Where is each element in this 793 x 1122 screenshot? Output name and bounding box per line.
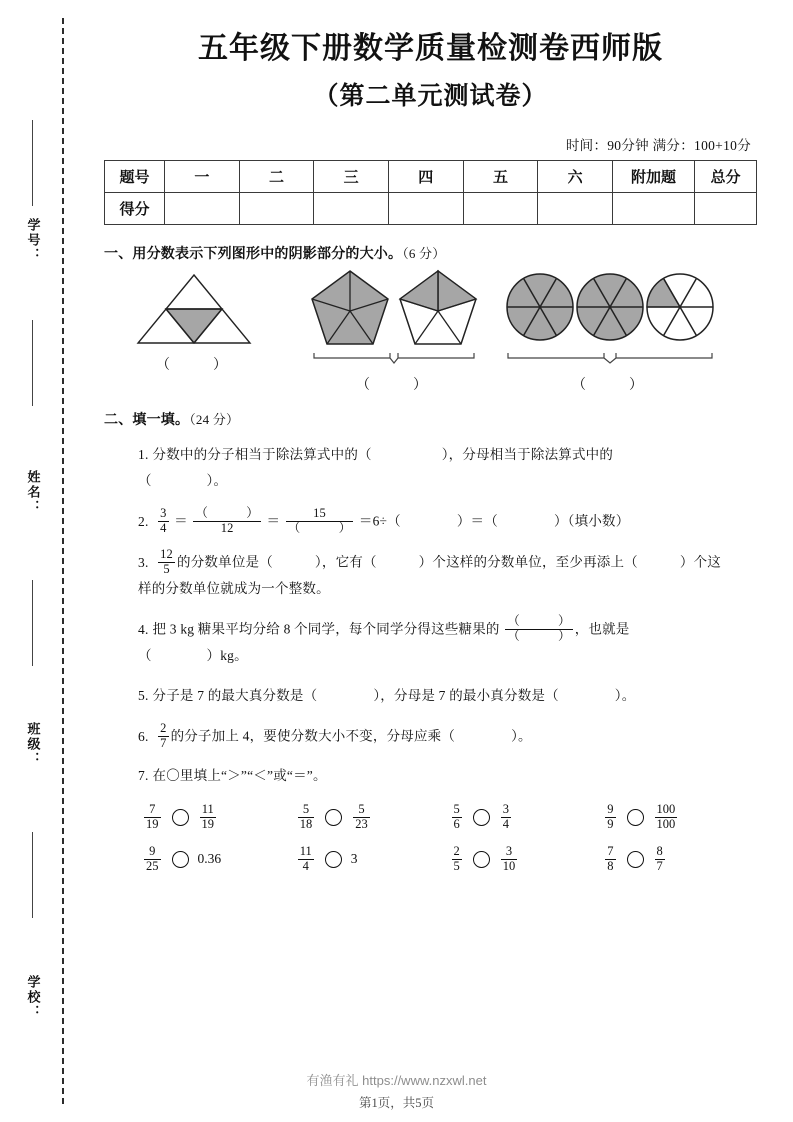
question-3-text-4: ）个这 [679,554,721,570]
question-3-text-2: ），它有（ [314,554,377,570]
question-1-text-a: 分数中的分子相当于除法算式中的（ [152,446,372,462]
fraction-right [501,845,518,873]
denominator: 18 [299,816,313,831]
question-7-text-1: 在〇里填上“＞”“＜”或“＝”。 [152,768,327,784]
integer-right: 3 [350,851,358,867]
question-4-number: 4. [138,621,149,637]
denominator: 10 [502,858,516,873]
section-1-title: 一、用分数表示下列图形中的阴影部分的大小。 [104,246,403,262]
question-7-number: 7. [138,768,149,784]
fraction-left [298,803,315,831]
denominator: 100 [656,816,676,831]
comparison-item-7 [450,845,604,873]
question-5 [138,683,757,709]
question-1-text-b: ），分母相当于除法算式中的 [441,446,614,462]
comparison-circle-blank[interactable] [627,809,644,826]
comparison-item-1 [142,803,296,831]
triangle-figure-svg [134,271,254,347]
score-table-col-2: 二 [239,160,314,192]
question-4 [138,615,757,669]
sidebar-rule [32,320,33,406]
denominator: 7 [160,735,167,750]
question-2-eq-1: ＝ [174,513,188,529]
pentagon-figure-answer-blank[interactable]: （ ） [356,377,432,393]
denominator: 9 [607,816,614,831]
fraction-blank-over-12[interactable] [193,507,261,535]
fraction-15-over-blank[interactable] [286,507,354,535]
denominator: 7 [656,858,663,873]
question-3-text-1: 的分数单位是（ [177,554,273,570]
sidebar-field-label: 班级： [25,722,41,767]
score-cell[interactable] [613,192,695,224]
circle-figure-svg [504,267,716,367]
numerator: 9 [149,844,156,859]
fraction-right [655,803,678,831]
comparison-circle-blank[interactable] [325,851,342,868]
section-1-figures [104,271,757,393]
page-title: 五年级下册数学质量检测卷西师版 [198,32,663,65]
question-6-text-2: ）。 [511,728,532,744]
numerator: 9 [607,802,614,817]
numerator: 2 [160,721,167,736]
comparison-circle-blank[interactable] [627,851,644,868]
score-table [104,160,757,225]
triangle-figure [134,271,254,374]
denominator: 12 [193,521,261,536]
comparison-circle-blank[interactable] [473,851,490,868]
section-2-title: 二、填一填。 [104,412,190,428]
question-4-line2[interactable]: （ ）kg。 [138,648,248,664]
fraction-left [298,845,314,873]
pentagon-figure [308,267,480,394]
fraction-right [353,803,370,831]
fraction-12-over-5 [158,548,175,576]
section-1-heading [104,243,757,263]
question-2 [138,507,757,535]
denominator: 5 [453,858,460,873]
question-2-eq-3: ＝6÷（ [358,513,401,529]
question-2-eq-2: ＝ [266,513,281,529]
comparison-circle-blank[interactable] [172,809,189,826]
numerator: 3 [160,506,167,521]
page-number: 第1页，共5页 [358,1096,434,1110]
numerator: 100 [656,802,676,817]
decimal-right: 0.36 [197,851,222,867]
sidebar-field-name [18,470,48,520]
score-cell[interactable] [695,192,757,224]
comparison-circle-blank[interactable] [325,809,342,826]
sidebar-rule [32,120,33,206]
fraction-left [144,803,161,831]
numerator: 5 [358,802,365,817]
sidebar-field-label: 学号： [25,218,41,263]
numerator: 5 [302,802,310,817]
question-6 [138,722,757,750]
question-3 [138,548,757,602]
sidebar-field-class [18,722,48,772]
denominator: 4 [298,859,314,874]
circle-figure-answer-blank[interactable]: （ ） [572,377,648,393]
numerator: 12 [160,547,174,562]
fraction-left [144,845,161,873]
numerator: 11 [201,802,214,817]
fraction-left [605,845,615,873]
question-3-number: 3. [138,554,149,570]
question-2-tail-1: ）＝（ [456,513,498,529]
fraction-right [200,803,217,831]
circle-figure [504,267,716,394]
score-table-rowlabel: 题号 [105,160,165,192]
score-table-col-5: 五 [463,160,538,192]
question-6-number: 6. [138,728,149,744]
numerator: 3 [502,802,509,817]
question-6-text-1: 的分子加上 4，要使分数大小不变，分母应乘（ [170,728,456,744]
denominator: 4 [160,520,167,535]
exam-meta: 时间：90分钟 满分：100+10分 [565,137,751,153]
score-table-col-extra: 附加题 [613,160,695,192]
comparison-item-6 [296,845,450,873]
denominator: 19 [146,816,159,831]
question-1 [138,442,757,495]
question-2-number: 2. [138,513,149,529]
score-cell[interactable] [165,192,240,224]
triangle-figure-answer-blank[interactable]: （ ） [156,357,232,373]
comparison-item-4 [603,803,757,831]
question-1-number: 1. [138,446,149,462]
pentagon-figure-svg [308,267,480,367]
fraction-right [501,803,511,831]
score-table-col-3: 三 [314,160,389,192]
score-table-col-4: 四 [388,160,463,192]
question-3-text-3: ）个这样的分数单位，至少再添上（ [418,554,638,570]
table-row-header [105,160,757,192]
numerator: 2 [453,844,460,859]
comparison-item-5 [142,845,296,873]
numerator: 15 [313,506,326,521]
sidebar-field-label: 学校： [25,975,41,1020]
question-3-line2: 样的分数单位就成为一个整数。 [138,581,330,597]
score-table-col-1: 一 [165,160,240,192]
denominator: 6 [453,816,460,831]
sidebar-rule [32,832,33,918]
question-5-number: 5. [138,687,149,703]
numerator[interactable]: （ ） [507,614,571,629]
denominator[interactable]: （ ） [287,520,352,535]
question-5-text-2: ），分母是 7 的最小真分数是（ [373,687,559,703]
section-2-points: （24 分） [189,411,240,427]
denominator: 19 [201,816,214,831]
score-table-col-total: 总分 [695,160,757,192]
score-cell[interactable] [388,192,463,224]
fraction-left [452,845,462,873]
question-5-text-3: ）。 [614,687,636,703]
binding-sidebar [0,0,78,1122]
watermark: 有渔有礼 https://www.nzxwl.net [306,1073,487,1088]
numerator: 7 [607,844,614,859]
sidebar-rule [32,580,33,666]
sidebar-field-label: 姓名： [25,470,41,515]
numerator: 5 [453,802,460,817]
numerator: 8 [656,844,663,859]
comparison-row-2 [142,845,757,873]
question-7 [138,763,757,789]
fraction-left [605,803,615,831]
comparison-row-1 [142,803,757,831]
fraction-right [655,845,665,873]
question-5-text-1: 分子是 7 的最大真分数是（ [152,687,318,703]
score-cell[interactable] [239,192,314,224]
fraction-blank-over-blank[interactable] [505,615,573,643]
denominator: 5 [158,562,175,577]
fraction-2-over-7 [158,722,168,750]
fraction-left [452,803,462,831]
denominator: 25 [146,858,159,873]
comparison-item-3 [450,803,604,831]
numerator[interactable]: （ ） [195,506,259,521]
question-4-text-1: 把 3 kg 糖果平均分给 8 个同学，每个同学分得这些糖果的 [152,621,500,637]
exam-page [78,0,793,1122]
comparison-circle-blank[interactable] [473,809,490,826]
cut-dash-line [62,18,64,1104]
page-subtitle: （第二单元测试卷） [313,82,548,110]
score-table-col-6: 六 [538,160,613,192]
denominator: 23 [355,816,368,831]
score-cell[interactable] [538,192,613,224]
score-table-rowlabel: 得分 [105,192,165,224]
numerator: 3 [505,844,513,859]
fraction-3-over-4 [158,507,168,535]
comparison-circle-blank[interactable] [172,851,189,868]
sidebar-field-student-id [18,218,48,268]
score-cell[interactable] [463,192,538,224]
denominator[interactable]: （ ） [507,628,571,643]
denominator: 8 [607,858,614,873]
question-4-text-2: ，也就是 [574,621,630,637]
table-row-score [105,192,757,224]
section-1-points: （6 分） [402,245,446,261]
comparison-item-2 [296,803,450,831]
comparison-item-8 [603,845,757,873]
question-1-line2[interactable]: （ ）。 [138,472,228,488]
sidebar-field-school [18,975,48,1025]
numerator: 11 [299,844,312,859]
question-2-tail-2: ）（填小数） [553,513,630,529]
score-cell[interactable] [314,192,389,224]
denominator: 4 [502,816,509,831]
section-2-heading [104,409,757,429]
numerator: 7 [149,802,156,817]
